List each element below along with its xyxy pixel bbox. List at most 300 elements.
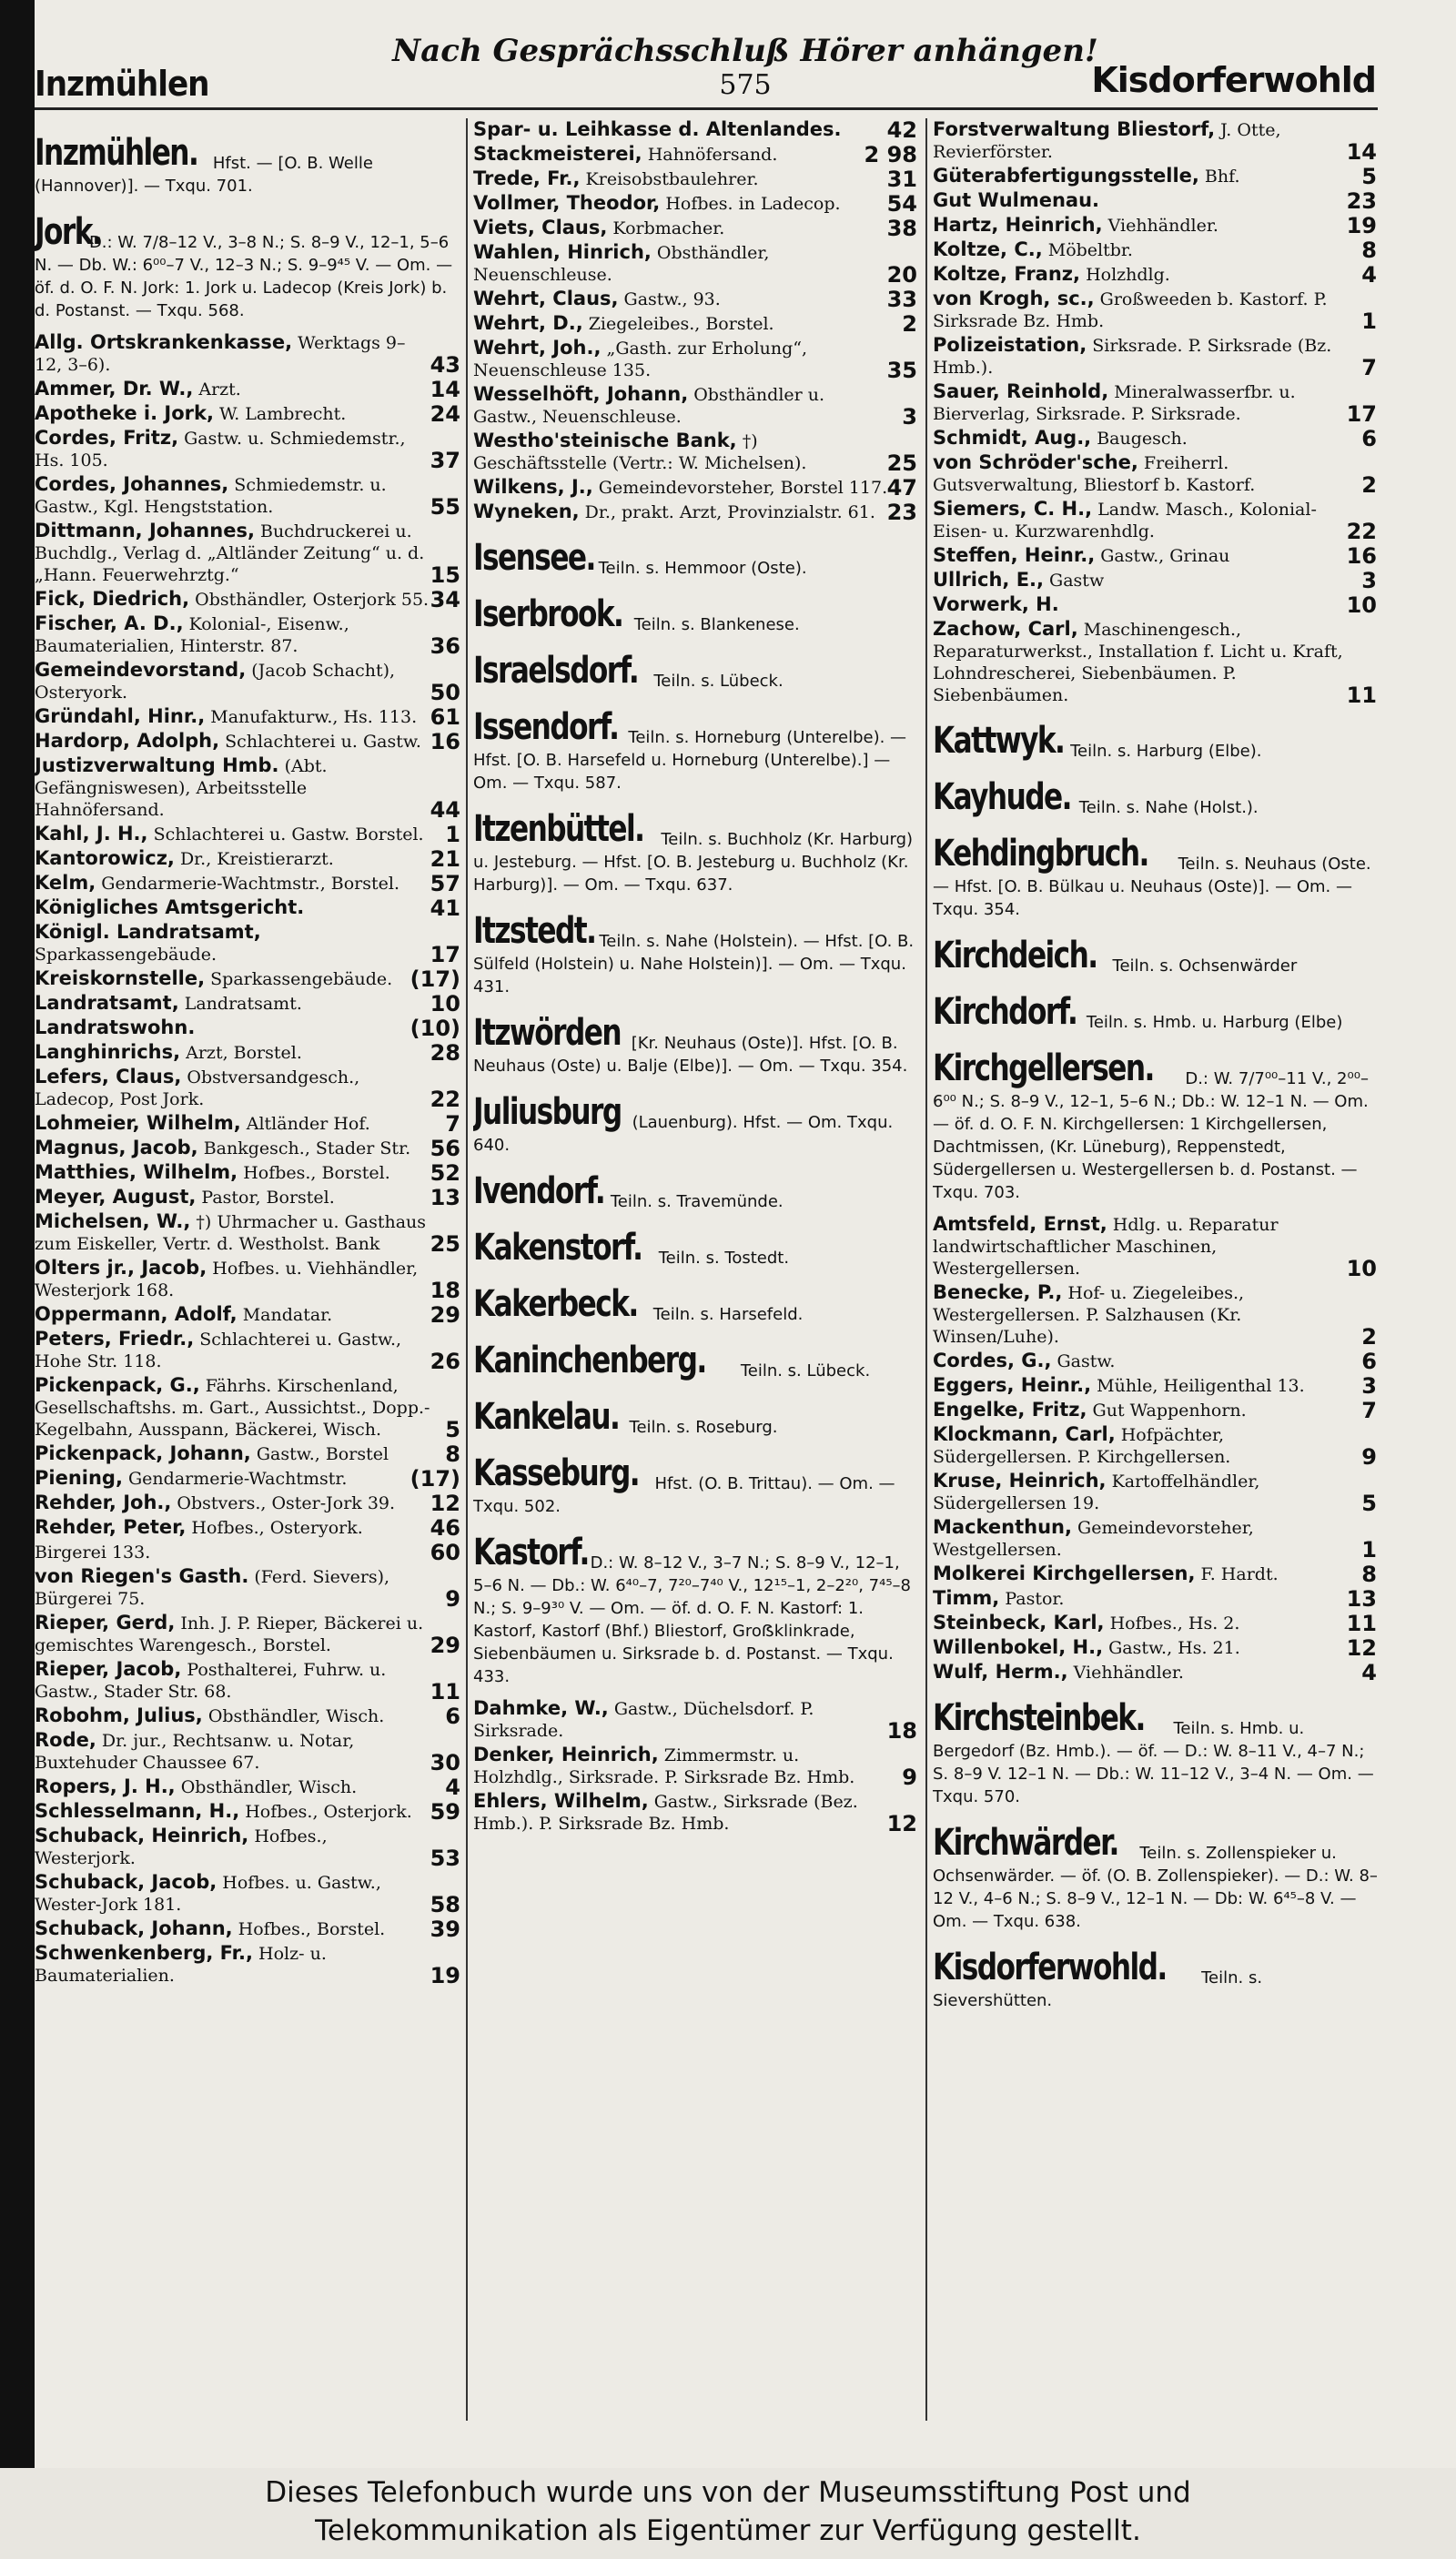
place-heading: [933, 990, 1379, 1034]
subscriber-name: Michelsen, W.,: [35, 1210, 191, 1232]
directory-entry: [35, 402, 462, 425]
place-name: Juliusburg: [473, 1091, 622, 1133]
phone-number: 33: [886, 287, 917, 312]
phone-number: 7: [1361, 1398, 1377, 1423]
phone-number: 2: [902, 311, 917, 337]
directory-entry: [35, 1066, 462, 1110]
subscriber-name: Schlesselmann, H.,: [35, 1800, 240, 1822]
subscriber-name: Piening,: [35, 1467, 123, 1489]
directory-entry: [933, 380, 1379, 425]
directory-entry: [35, 1492, 462, 1514]
phone-number: 42: [886, 118, 917, 143]
subscriber-details: Holzhdlg.: [1086, 265, 1170, 285]
subscriber-details: †) Uhrmacher u. Gasthaus zum Eiskeller, Vertr. d. Westholst. Bank: [35, 1212, 427, 1254]
subscriber-details: Bankgesch., Stader Str.: [203, 1138, 411, 1158]
subscriber-name: Steffen, Heinr.,: [933, 544, 1096, 566]
subscriber-name: Polizeistation,: [933, 334, 1087, 356]
subscriber-name: Matthies, Wilhelm,: [35, 1161, 238, 1183]
phone-number: 20: [886, 262, 917, 288]
directory-entry: [35, 1917, 462, 1940]
subscriber-name: Molkerei Kirchgellersen,: [933, 1563, 1196, 1584]
subscriber-details: Obsthändler, Wisch.: [180, 1777, 358, 1797]
place-info: Teiln. s. Hmb. u. Harburg (Elbe): [1086, 1013, 1343, 1032]
place-name: Isensee.: [473, 537, 595, 579]
place-info: D.: W. 8–12 V., 3–7 N.; S. 8–9 V., 12–1, 5–6 N. — Db.: W. 6⁴⁰–7, 7²⁰–7⁴⁰ V., 12¹⁵–1, 2–2²⁰, 7⁴⁵–8 N.; S. 9–9³⁰ V. — Om. — öf. d. O. F. N. Kastorf: 1. Kastorf, Kastorf (Bhf.) Bliestorf, Groẞklinkrade, Siebenbäumen u. Sirksrade b. d. Postanst. — Txqu. 433.: [473, 1553, 911, 1686]
directory-entry: [933, 1350, 1379, 1372]
subscriber-details: Pastor.: [1005, 1589, 1065, 1609]
subscriber-details: Kolonial-, Eisenw., Baumaterialien, Hinterstr. 87.: [35, 614, 349, 656]
subscriber-name: Landratswohn.: [35, 1017, 196, 1038]
phone-number: 34: [430, 587, 460, 612]
subscriber-details: Arzt.: [198, 379, 241, 400]
subscriber-details: Schlachterei u. Gastw. Borstel.: [153, 824, 424, 845]
directory-entry: [933, 118, 1379, 163]
subscriber-details: Fährhs. Kirschenland, Gesellschaftshs. m. Gart., Aussichtst., Dopp.-Kegelbahn, Ausspann, Bäckerei, Wisch.: [35, 1376, 430, 1440]
directory-entry: [35, 1112, 462, 1135]
subscriber-details: Kartoffelhändler, Südergellersen 19.: [933, 1472, 1260, 1513]
place-name: Kirchwärder.: [933, 1822, 1118, 1864]
place-info: Teiln. s. Zollenspieker u. Ochsenwärder. — öf. (O. B. Zollenspieker). — D.: W. 8–12 V., 4–6 N.; S. 8–9 V., 12–1 N. — Db: W. 6⁴⁵–8 V. — Om. — Txqu. 638.: [933, 1844, 1378, 1931]
subscriber-name: Siemers, C. H.,: [933, 498, 1093, 520]
directory-entry: [473, 501, 919, 523]
subscriber-details: Buchdruckerei u. Buchdlg., Verlag d. „Altländer Zeitung“ u. d. „Hann. Feuerwehrztg.“: [35, 521, 425, 585]
directory-entry: [933, 1516, 1379, 1561]
subscriber-name: Schuback, Jacob,: [35, 1871, 217, 1893]
subscriber-name: Wesselhöft, Johann,: [473, 383, 689, 405]
subscriber-details: Mühle, Heiligenthal 13.: [1097, 1376, 1305, 1396]
place-name: Issendorf.: [473, 706, 619, 748]
subscriber-details: Ziegeleibes., Borstel.: [588, 314, 774, 334]
directory-entry: [35, 921, 462, 966]
subscriber-details: Gemeindevorsteher, Borstel 117.: [598, 478, 888, 498]
directory-entry: [35, 1442, 462, 1465]
phone-number: 2: [1361, 472, 1377, 498]
directory-entry: [35, 612, 462, 657]
phone-number: 4: [1361, 1660, 1377, 1685]
directory-entry: [473, 217, 919, 239]
directory-entry: [933, 189, 1379, 212]
phone-number: 12: [886, 1811, 917, 1836]
phone-number: 26: [430, 1349, 460, 1374]
place-heading: [473, 1395, 919, 1439]
place-name: Kasseburg.: [473, 1452, 640, 1494]
directory-entry: [933, 1399, 1379, 1421]
phone-number: 10: [430, 991, 460, 1017]
directory-entry: [35, 1800, 462, 1823]
subscriber-details: Freiherrl. Gutsverwaltung, Bliestorf b. Kastorf.: [933, 453, 1256, 495]
directory-entry: [35, 473, 462, 518]
subscriber-details: Gastw., Düchelsdorf. P. Sirksrade.: [473, 1699, 814, 1741]
place-info: Teiln. s. Roseburg.: [629, 1418, 778, 1437]
phone-number: 5: [1361, 164, 1377, 189]
subscriber-name: Rode,: [35, 1729, 96, 1751]
subscriber-details: Gastw., Sirksrade (Bez. Hmb.). P. Sirksrade Bz. Hmb.: [473, 1792, 858, 1834]
directory-entry: [473, 167, 919, 190]
directory-entry: [473, 1744, 919, 1788]
subscriber-name: Gründahl, Hinr.,: [35, 705, 206, 727]
footer-credit: [0, 2468, 1456, 2559]
subscriber-details: Obsthändler, Wisch.: [207, 1706, 385, 1726]
subscriber-details: Obsthändler u. Gastw., Neuenschleuse.: [473, 385, 825, 427]
phone-number: 2 98: [864, 142, 917, 167]
column-1: [35, 118, 462, 2421]
place-heading: [933, 1821, 1379, 1933]
subscriber-details: Zimmermstr. u. Holzhdlg., Sirksrade. P. Sirksrade Bz. Hmb.: [473, 1745, 855, 1787]
place-info: Teiln. s. Nahe (Holstein). — Hfst. [O. B. Sülfeld (Holstein) u. Nahe Holstein)]. — Om. — Txqu. 431.: [473, 932, 915, 996]
subscriber-details: Sirksrade. P. Sirksrade (Bz. Hmb.).: [933, 336, 1332, 378]
directory-entry: [933, 1587, 1379, 1610]
subscriber-details: Hofbes. u. Gastw., Wester-Jork 181.: [35, 1873, 381, 1915]
place-heading: [473, 705, 919, 794]
subscriber-name: Königliches Amtsgericht.: [35, 896, 305, 918]
subscriber-name: Pickenpack, Johann,: [35, 1442, 251, 1464]
directory-entry: [35, 992, 462, 1015]
directory-entry: [933, 1563, 1379, 1585]
subscriber-details: Sparkassengebäude.: [35, 945, 217, 965]
place-name: Kisdorferwohld.: [933, 1947, 1167, 1988]
subscriber-details: Möbeltbr.: [1047, 240, 1133, 260]
subscriber-details: „Gasth. zur Erholung“, Neuenschleuse 135.: [473, 339, 807, 380]
place-info: Teiln. s. Ochsenwärder: [1112, 956, 1298, 976]
header-right-keyword: Kisdorferwohld: [1091, 60, 1376, 100]
subscriber-details: Gendarmerie-Wachtmstr.: [128, 1469, 348, 1489]
subscriber-name: Trede, Fr.,: [473, 167, 581, 189]
phone-number: 6: [1361, 426, 1377, 451]
subscriber-name: Wehrt, Claus,: [473, 288, 619, 309]
place-heading: [35, 210, 462, 322]
phone-number: 37: [430, 448, 460, 473]
directory-entry: [35, 823, 462, 845]
place-heading: [933, 832, 1379, 921]
subscriber-name: Güterabfertigungsstelle,: [933, 165, 1199, 187]
subscriber-name: Eggers, Heinr.,: [933, 1374, 1092, 1396]
phone-number: 18: [886, 1718, 917, 1744]
subscriber-details: Gastw.: [1057, 1351, 1116, 1371]
directory-entry: [933, 1374, 1379, 1397]
column-divider: [925, 118, 927, 2421]
phone-number: (17): [410, 1466, 460, 1492]
directory-entry: [473, 288, 919, 310]
subscriber-name: Schuback, Johann,: [35, 1917, 233, 1939]
subscriber-name: Dittmann, Johannes,: [35, 520, 255, 541]
subscriber-name: Wehrt, Joh.,: [473, 337, 602, 359]
footer-line-2: Telekommunikation als Eigentümer zur Verfügung gestellt.: [315, 2514, 1141, 2547]
subscriber-details: Gastw. u. Schmiedemstr., Hs. 105.: [35, 429, 406, 470]
subscriber-details: Schmiedemstr. u. Gastw., Kgl. Hengststation.: [35, 475, 387, 517]
subscriber-details: Gendarmerie-Wachtmstr., Borstel.: [101, 874, 400, 894]
phone-number: 11: [1346, 1611, 1377, 1636]
phone-number: 54: [886, 191, 917, 217]
phone-number: 19: [430, 1963, 460, 1988]
place-info: Teiln. s. Nahe (Holst.).: [1078, 798, 1259, 817]
place-name: Itzwörden: [473, 1012, 621, 1054]
place-info: Teiln. s. Tostedt.: [658, 1249, 790, 1268]
subscriber-details: Obsthändler, Osterjork 55.: [195, 590, 430, 610]
directory-entry: [35, 588, 462, 611]
subscriber-name: Allg. Ortskrankenkasse,: [35, 331, 293, 353]
subscriber-details: Altländer Hof.: [246, 1114, 370, 1134]
phone-number: 6: [1361, 1349, 1377, 1374]
phone-number: 39: [430, 1917, 460, 1942]
directory-entry: [933, 1636, 1379, 1659]
subscriber-name: Landratsamt,: [35, 992, 179, 1014]
subscriber-details: Hofbes. in Ladecop.: [665, 194, 841, 214]
directory-entry: [35, 378, 462, 400]
phone-number: 3: [1361, 1373, 1377, 1399]
subscriber-details: Gemeindevorsteher, Westgellersen.: [933, 1518, 1254, 1560]
header-notice: Nach Gesprächsschluß Hörer anhängen!: [392, 33, 1098, 69]
directory-entry: [35, 896, 462, 919]
scan-edge: [0, 0, 35, 2468]
phone-number: 8: [1361, 238, 1377, 263]
directory-entry: [933, 427, 1379, 450]
directory-entry: [933, 1470, 1379, 1514]
subscriber-details: Pastor, Borstel.: [201, 1188, 335, 1208]
subscriber-details: Hofpächter, Südergellersen. P. Kirchgellersen.: [933, 1425, 1231, 1467]
subscriber-name: Cordes, Johannes,: [35, 473, 229, 495]
phone-number: 7: [1361, 355, 1377, 380]
place-heading: [473, 1011, 919, 1077]
place-info: Teiln. s. Lübeck.: [740, 1361, 871, 1381]
place-heading: [473, 909, 919, 998]
subscriber-details: Maschinengesch., Reparaturwerkst., Installation f. Licht u. Kraft, Lohndrescherei, Siebenbäumen. P. Siebenbäumen.: [933, 620, 1343, 705]
subscriber-name: Wyneken,: [473, 501, 580, 522]
phone-number: 47: [886, 475, 917, 501]
place-info: Teiln. s. Blankenese.: [633, 615, 800, 634]
place-heading: [933, 1047, 1379, 1204]
directory-entry: [35, 331, 462, 376]
directory-entry: [35, 1612, 462, 1656]
subscriber-name: Koltze, C.,: [933, 238, 1043, 260]
subscriber-name: Hartz, Heinrich,: [933, 214, 1103, 236]
phone-number: 53: [430, 1846, 460, 1871]
phone-number: 3: [1361, 568, 1377, 593]
subscriber-details: Obstversandgesch., Ladecop, Post Jork.: [35, 1067, 360, 1109]
place-info: Teiln. s. Hemmoor (Oste).: [598, 559, 807, 578]
phone-number: 35: [886, 358, 917, 383]
phone-number: 8: [1361, 1562, 1377, 1587]
subscriber-name: Sauer, Reinhold,: [933, 380, 1109, 402]
page-header: [35, 33, 1456, 115]
subscriber-name: Denker, Heinrich,: [473, 1744, 659, 1765]
place-heading: [473, 807, 919, 896]
place-info: Teiln. s. Buchholz (Kr. Harburg) u. Jesteburg. — Hfst. [O. B. Jesteburg u. Buchholz (Kr. Harburg)]. — Om. — Txqu. 637.: [473, 830, 914, 895]
subscriber-name: Cordes, G.,: [933, 1350, 1052, 1371]
subscriber-name: Meyer, August,: [35, 1186, 197, 1208]
directory-entry: [35, 1017, 462, 1039]
place-heading: [473, 1169, 919, 1213]
phone-number: 46: [430, 1515, 460, 1541]
place-heading: [933, 775, 1379, 819]
directory-entry: [35, 1704, 462, 1727]
subscriber-name: Peters, Friedr.,: [35, 1328, 195, 1350]
place-info: Teiln. s. Neuhaus (Oste. — Hfst. [O. B. Bülkau u. Neuhaus (Oste)]. — Om. — Txqu. 354.: [933, 855, 1371, 919]
subscriber-name: Kelm,: [35, 872, 96, 894]
place-info: Teiln. s. Sievershütten.: [933, 1968, 1263, 2010]
phone-number: 36: [430, 633, 460, 659]
subscriber-name: Kreiskornstelle,: [35, 967, 206, 989]
column-divider: [466, 118, 468, 2421]
phone-number: 17: [430, 942, 460, 967]
directory-entry: [933, 165, 1379, 187]
directory-entry: [933, 618, 1379, 706]
directory-entry: [473, 312, 919, 335]
place-heading: [473, 1451, 919, 1518]
phone-number: 30: [430, 1750, 460, 1775]
subscriber-details: (Abt. Gefängniswesen), Arbeitsstelle Hahnöfersand.: [35, 756, 328, 820]
directory-entry: [35, 1257, 462, 1301]
subscriber-name: Hardorp, Adolph,: [35, 730, 220, 752]
directory-entry: [933, 1612, 1379, 1634]
subscriber-details: (Ferd. Sievers), Bürgerei 75.: [35, 1567, 390, 1609]
directory-entry: [35, 872, 462, 895]
phone-number: 6: [445, 1704, 460, 1729]
directory-entry: [35, 1565, 462, 1610]
subscriber-name: Cordes, Fritz,: [35, 427, 179, 449]
directory-entry: [473, 383, 919, 428]
place-name: Jork.: [35, 211, 102, 253]
place-name: Itzstedt.: [473, 910, 596, 952]
place-name: Ivendorf.: [473, 1170, 605, 1212]
subscriber-name: Kruse, Heinrich,: [933, 1470, 1107, 1492]
phone-number: 50: [430, 680, 460, 705]
directory-entry: [35, 1775, 462, 1798]
subscriber-name: Langhinrichs,: [35, 1041, 181, 1063]
place-heading: [933, 1946, 1379, 2012]
subscriber-details: Viehhändler.: [1073, 1663, 1184, 1683]
phone-number: 7: [445, 1111, 460, 1137]
directory-entry: [35, 1374, 462, 1441]
phone-number: 56: [430, 1136, 460, 1161]
subscriber-name: Gut Wulmenau.: [933, 189, 1100, 211]
subscriber-name: Schwenkenberg, Fr.,: [35, 1942, 253, 1964]
place-name: Kirchdeich.: [933, 935, 1097, 976]
directory-entry: [35, 659, 462, 703]
subscriber-details: Landw. Masch., Kolonial- Eisen- u. Kurzwarenhdlg.: [933, 500, 1317, 541]
phone-number: 14: [1346, 139, 1377, 165]
directory-entry: [35, 1516, 462, 1539]
subscriber-name: Wehrt, D.,: [473, 312, 583, 334]
subscriber-name: Ehlers, Wilhelm,: [473, 1790, 649, 1812]
directory-entry: [933, 1423, 1379, 1468]
subscriber-name: Schmidt, Aug.,: [933, 427, 1092, 449]
directory-entry: [35, 1328, 462, 1372]
phone-number: 10: [1346, 592, 1377, 618]
phone-number: 8: [445, 1441, 460, 1467]
subscriber-name: Viets, Claus,: [473, 217, 608, 238]
subscriber-details: Kreisobstbaulehrer.: [585, 169, 759, 189]
directory-entry: [933, 593, 1379, 616]
subscriber-details: Holz- u. Baumaterialien.: [35, 1944, 327, 1986]
directory-entry: [473, 430, 919, 474]
subscriber-details: Obstvers., Oster-Jork 39.: [177, 1493, 396, 1513]
subscriber-details: Manufakturw., Hs. 113.: [210, 707, 418, 727]
subscriber-details: Hof- u. Ziegeleibes., Westergellersen. P. Salzhausen (Kr. Winsen/Luhe).: [933, 1283, 1245, 1347]
phone-number: 1: [1361, 1537, 1377, 1563]
subscriber-name: Ammer, Dr. W.,: [35, 378, 194, 400]
subscriber-details: Hahnöfersand.: [647, 145, 778, 165]
subscriber-details: Hofbes., Borstel.: [243, 1163, 390, 1183]
place-name: Kastorf.: [473, 1532, 589, 1573]
subscriber-name: von Krogh, sc.,: [933, 288, 1095, 309]
subscriber-name: Vollmer, Theodor,: [473, 192, 661, 214]
subscriber-name: Wilkens, J.,: [473, 476, 593, 498]
subscriber-name: Ullrich, E.,: [933, 569, 1044, 591]
subscriber-name: Amtsfeld, Ernst,: [933, 1213, 1107, 1235]
directory-entry: [35, 1729, 462, 1774]
subscriber-details: Hofbes., Osteryork.: [191, 1518, 363, 1538]
subscriber-details: Gastw., Borstel: [256, 1444, 389, 1464]
phone-number: 19: [1346, 213, 1377, 238]
directory-entry: [35, 427, 462, 471]
subscriber-details: Landratsamt.: [184, 994, 302, 1014]
phone-number: 59: [430, 1799, 460, 1825]
subscriber-name: Ropers, J. H.,: [35, 1775, 176, 1797]
subscriber-name: Magnus, Jacob,: [35, 1137, 198, 1158]
place-info: Teiln. s. Lübeck.: [653, 672, 784, 691]
directory-entry: [473, 1790, 919, 1835]
place-name: Kirchdorf.: [933, 991, 1077, 1033]
directory-entry: [35, 1210, 462, 1255]
subscriber-details: J. Otte, Revierförster.: [933, 120, 1281, 162]
phone-number: 28: [430, 1040, 460, 1066]
directory-entry: [473, 1697, 919, 1742]
place-name: Kakerbeck.: [473, 1283, 638, 1325]
subscriber-details: W. Lambrecht.: [218, 404, 347, 424]
directory-entry: [35, 1942, 462, 1987]
subscriber-details: †) Geschäftsstelle (Vertr.: W. Michelsen).: [473, 431, 807, 473]
subscriber-details: Dr., prakt. Arzt, Provinzialstr. 61.: [584, 502, 875, 522]
directory-entry: [473, 476, 919, 499]
place-name: Kakenstorf.: [473, 1227, 642, 1269]
place-name: Kayhude.: [933, 776, 1071, 818]
subscriber-details: Hofbes. u. Viehhändler, Westerjork 168.: [35, 1259, 419, 1300]
subscriber-details: Obsthändler, Neuenschleuse.: [473, 243, 770, 285]
subscriber-details: Mineralwasserfbr. u. Bierverlag, Sirksrade. P. Sirksrade.: [933, 382, 1296, 424]
subscriber-details: Birgerei 133.: [35, 1542, 151, 1563]
subscriber-name: Wulf, Herm.,: [933, 1661, 1068, 1683]
directory-entry: [473, 143, 919, 166]
place-info: Teiln. s. Travemünde.: [610, 1192, 784, 1211]
place-heading: [473, 649, 919, 693]
subscriber-details: Posthalterei, Fuhrw. u. Gastw., Stader Str. 68.: [35, 1660, 387, 1702]
directory-entry: [933, 1661, 1379, 1684]
directory-entry: [35, 1541, 462, 1563]
place-heading: [933, 934, 1379, 977]
place-heading: [473, 536, 919, 580]
subscriber-details: Dr., Kreistierarzt.: [179, 849, 334, 869]
subscriber-name: Lefers, Claus,: [35, 1066, 182, 1087]
phone-number: 61: [430, 704, 460, 730]
subscriber-details: Korbmacher.: [612, 218, 725, 238]
subscriber-name: Spar- u. Leihkasse d. Altenlandes.: [473, 118, 842, 140]
place-name: Itzenbüttel.: [473, 808, 644, 850]
phone-number: 25: [430, 1231, 460, 1257]
subscriber-name: Königl. Landratsamt,: [35, 921, 261, 943]
subscriber-name: Wahlen, Hinrich,: [473, 241, 652, 263]
directory-entry: [933, 238, 1379, 261]
phone-number: 1: [1361, 308, 1377, 334]
subscriber-name: Gemeindevorstand,: [35, 659, 247, 681]
subscriber-name: Rieper, Gerd,: [35, 1612, 176, 1634]
place-info: Teiln. s. Harburg (Elbe).: [1070, 742, 1262, 761]
place-name: Iserbrook.: [473, 593, 623, 635]
directory-entry: [933, 288, 1379, 332]
phone-number: 41: [430, 895, 460, 921]
subscriber-name: Rieper, Jacob,: [35, 1658, 182, 1680]
subscriber-details: Hofbes., Borstel.: [238, 1919, 386, 1939]
phone-number: 2: [1361, 1324, 1377, 1350]
